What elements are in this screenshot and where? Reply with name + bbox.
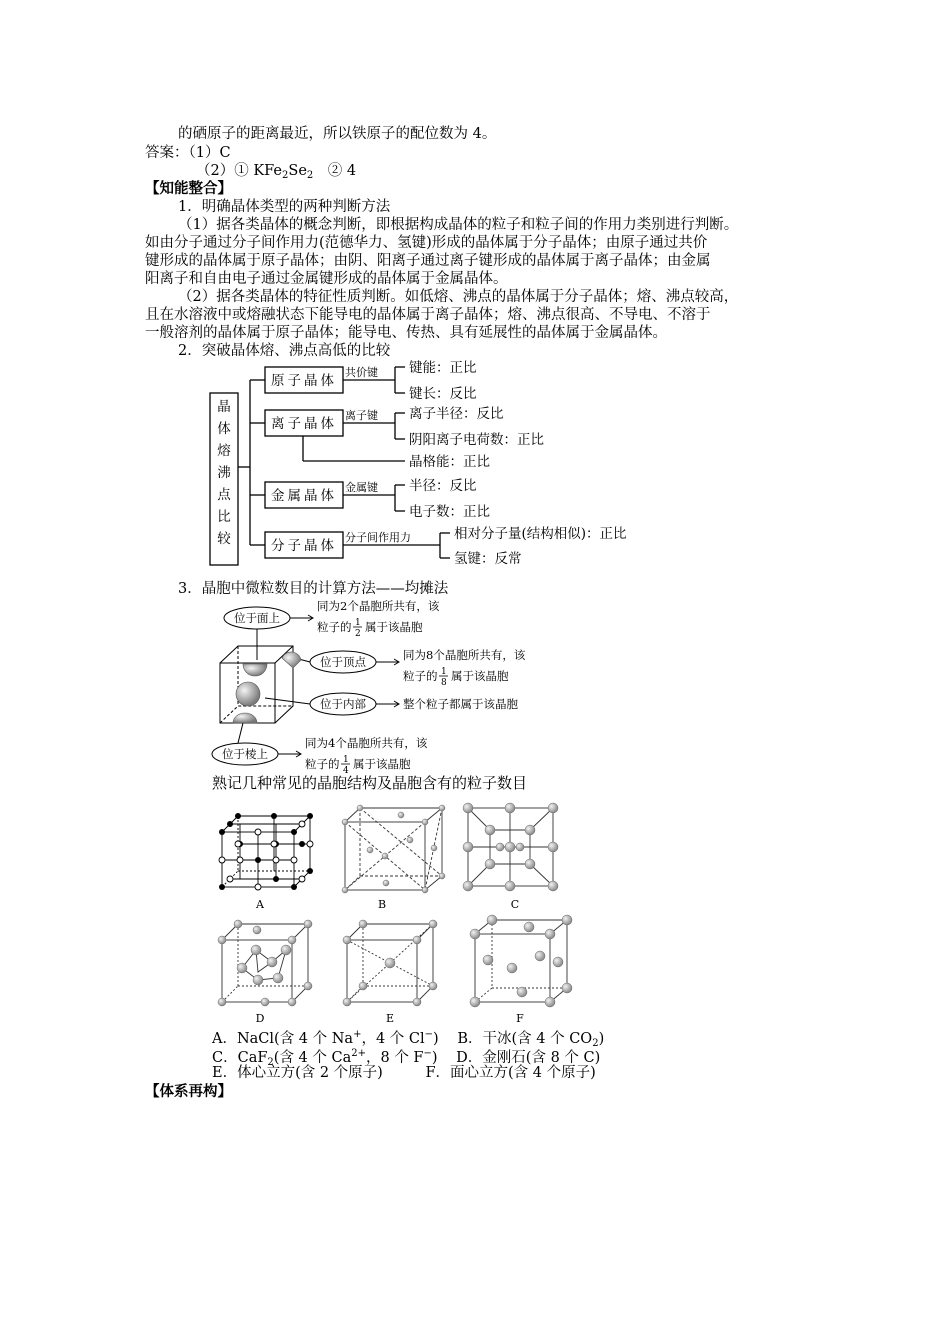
tag-edge: 位于棱上	[222, 747, 268, 761]
tag-inner: 位于内部	[320, 697, 366, 711]
desc-a: A．NaCl(含 4 个 Na	[212, 1031, 354, 1047]
desc-d: D．金刚石(含 8 个 C)	[456, 1050, 601, 1066]
face-desc-2a: 粒子的	[317, 620, 352, 634]
molecular-rule-1: 相对分子量(结构相似)：正比	[454, 526, 627, 542]
cell-c-caf2	[463, 803, 558, 891]
item2-heading: 2．突破晶体熔、沸点高低的比较	[178, 343, 391, 359]
vertex-desc-1: 同为8个晶胞所共有，该	[403, 648, 526, 662]
item1-p2-line2: 且在水溶液中或熔融状态下能导电的晶体属于离子晶体；熔、沸点很高、不导电、不溶于	[145, 307, 711, 323]
metallic-bond-label: 金属键	[345, 481, 378, 494]
answer-part2-mid: Se	[288, 163, 307, 179]
desc-c: C．CaF	[212, 1050, 268, 1066]
desc-b-end: )	[598, 1031, 605, 1047]
face-desc-1: 同为2个晶胞所共有，该	[317, 599, 440, 613]
item1-p1-line1: （1）据各类晶体的概念判断，即根据构成晶体的粒子和粒子间的作用力类别进行判断。	[178, 217, 739, 233]
vertex-frac-num: 1	[441, 667, 447, 677]
item1-p1-line3: 键形成的晶体属于原子晶体；由阴、阳离子通过离子键形成的晶体属于离子晶体；由金属	[145, 253, 711, 269]
inner-particle	[236, 682, 260, 706]
desc-a-mid: ，4 个 Cl	[361, 1031, 425, 1047]
vertex-desc-2a: 粒子的	[403, 669, 438, 683]
atomic-rule-2: 键长：反比	[409, 386, 477, 402]
cell-label-f: F	[516, 1012, 524, 1025]
root-char-5: 点	[217, 487, 231, 503]
edge-frac-num: 1	[343, 755, 349, 765]
melting-point-comparison-diagram	[205, 355, 705, 570]
inner-desc: 整个粒子都属于该晶胞	[403, 697, 518, 711]
desc-e: E．体心立方(含 2 个原子)	[212, 1065, 383, 1081]
cell-label-d: D	[255, 1012, 265, 1025]
intro-line: 的硒原子的距离最近，所以铁原子的配位数为 4。	[178, 126, 497, 142]
molecular-force-label: 分子间作用力	[345, 531, 411, 544]
molecular-crystal-label: 分子晶体	[271, 538, 337, 554]
desc-line-ef	[212, 1064, 596, 1082]
answer-part2-prefix: （2）① KFe	[196, 163, 283, 179]
item1-p2-line3: 一般溶剂的晶体属于原子晶体；能导电、传热、具有延展性的晶体属于金属晶体。	[145, 325, 667, 341]
face-frac-num: 1	[355, 618, 361, 628]
section-title-rebuild: 【体系再构】	[145, 1083, 232, 1100]
root-char-6: 比	[217, 509, 231, 525]
desc-a-end: )	[433, 1031, 439, 1047]
edge-desc-2b: 属于该晶胞	[353, 757, 411, 771]
ionic-crystal-label: 离子晶体	[271, 416, 337, 432]
metallic-crystal-label: 金属晶体	[271, 488, 337, 504]
edge-frac-den: 4	[343, 766, 349, 776]
root-char-3: 熔	[217, 443, 231, 459]
vertex-desc-2b: 属于该晶胞	[451, 669, 509, 683]
answer-line-1	[145, 144, 231, 162]
atomic-rule-1: 键能：正比	[409, 360, 477, 376]
item1-p1-line4: 阳离子和自由电子通过金属键形成的晶体属于金属晶体。	[145, 271, 508, 287]
cell-label-e: E	[385, 1012, 395, 1025]
desc-a-sup1: +	[353, 1029, 362, 1040]
desc-c-sup1: 2+	[351, 1048, 366, 1059]
atomic-bond-label: 共价键	[345, 366, 378, 379]
ionic-bond-label: 离子键	[345, 409, 378, 422]
desc-c-mid: (含 4 个 Ca	[273, 1050, 352, 1066]
desc-c-sub: 2	[267, 1057, 274, 1068]
vertex-frac-den: 8	[441, 678, 447, 688]
root-char-4: 沸	[217, 465, 231, 481]
unit-cell-counting-figure	[205, 598, 545, 776]
metallic-rule-2: 电子数：正比	[409, 504, 490, 520]
metallic-rule-1: 半径：反比	[409, 478, 477, 494]
tag-face: 位于面上	[234, 611, 280, 625]
ionic-rule-1: 离子半径：反比	[409, 406, 504, 422]
molecular-rule-2: 氢键：反常	[454, 551, 522, 567]
desc-c-sup2: −	[423, 1048, 432, 1059]
ionic-rule-3: 晶格能：正比	[409, 454, 490, 470]
cell-d-diamond	[218, 920, 312, 1006]
edge-particle	[233, 713, 257, 723]
vertex-particle	[282, 652, 301, 668]
desc-f: F．面心立方(含 4 个原子)	[425, 1065, 596, 1081]
edge-desc-2a: 粒子的	[305, 757, 340, 771]
section-title-integration: 【知能整合】	[145, 180, 232, 197]
cell-a-nacl	[219, 813, 313, 890]
atomic-crystal-label: 原子晶体	[271, 373, 337, 389]
face-particle	[243, 664, 267, 676]
face-frac-den: 2	[355, 629, 361, 639]
item1-heading: 1．明确晶体类型的两种判断方法	[178, 199, 391, 215]
edge-desc-1: 同为4个晶胞所共有，该	[305, 736, 428, 750]
cell-label-b: B	[377, 898, 387, 911]
ionic-rule-2: 阴阳离子电荷数：正比	[409, 432, 544, 448]
desc-b: B．干冰(含 4 个 CO	[457, 1031, 593, 1047]
desc-c-mid2: ，8 个 F	[365, 1050, 424, 1066]
cell-e-bcc	[343, 920, 437, 1006]
answer-part2-suffix: ② 4	[313, 163, 357, 179]
memo-line: 熟记几种常见的晶胞结构及晶胞含有的粒子数目	[212, 774, 528, 792]
cell-label-c: C	[510, 898, 520, 911]
cell-label-a: A	[256, 898, 264, 911]
desc-c-end: )	[431, 1050, 438, 1066]
desc-a-sup2: −	[424, 1029, 434, 1040]
tag-vertex: 位于顶点	[320, 655, 366, 669]
root-char-7: 较	[217, 531, 231, 547]
root-char-2: 体	[217, 421, 231, 437]
item1-p1-line2: 如由分子通过分子间作用力(范德华力、氢键)形成的晶体属于分子晶体；由原子通过共价	[145, 235, 708, 251]
answer-part1: （1）C	[188, 145, 231, 161]
answer-label: 答案：	[145, 145, 189, 161]
item3-heading: 3．晶胞中微粒数目的计算方法——均摊法	[178, 581, 449, 597]
answer-sub1: 2	[282, 170, 289, 181]
cell-b-dry-ice	[342, 805, 445, 893]
common-unit-cells-figure	[210, 800, 590, 1025]
desc-b-sub: 2	[592, 1038, 599, 1049]
item1-p2-line1: （2）据各类晶体的特征性质判断。如低熔、沸点的晶体属于分子晶体；熔、沸点较高，	[178, 289, 739, 305]
cell-f-fcc	[470, 915, 572, 1007]
root-char-1: 晶	[217, 399, 231, 415]
face-desc-2b: 属于该晶胞	[365, 620, 423, 634]
answer-sub2: 2	[306, 170, 314, 181]
